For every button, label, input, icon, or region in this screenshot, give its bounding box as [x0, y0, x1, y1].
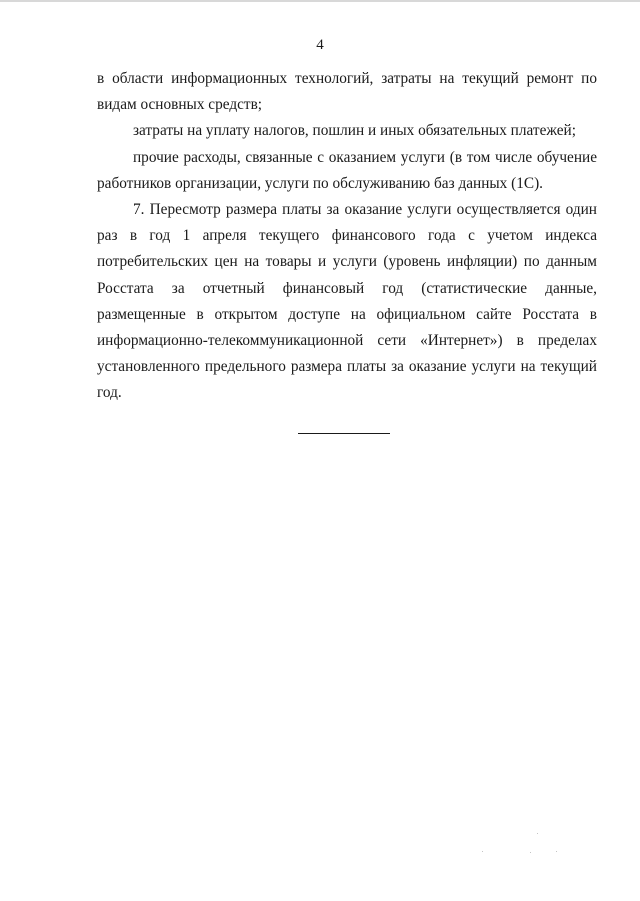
- scan-top-edge: [0, 0, 640, 2]
- end-of-text-rule: [298, 433, 390, 434]
- paragraph-other-costs: прочие расходы, связанные с оказанием услуги (в том числе обучение работников организации, услуги по обслуживанию баз данных (1С).: [97, 148, 597, 192]
- paragraph-it-repair-costs: в области информационных технологий, затраты на текущий ремонт по видам основных средств;: [97, 70, 597, 114]
- scan-speck: [482, 851, 483, 852]
- paragraph-fee-revision: 7. Пересмотр размера платы за оказание услуги осуществляется один раз в год 1 апреля текущего финансового года с учетом индекса потребительских цен на товары и услуги (уровень инфляции) по данным Росстата за отчетный финансовый год (статистические данные, размещенные в открытом доступе на официальном сайте Росстата в информационно-телекоммуникационной сети «Интернет») в пределах установленного предельного размера платы за оказание услуги на текущий год.: [97, 201, 597, 402]
- paragraph-taxes-costs: затраты на уплату налогов, пошлин и иных обязательных платежей;: [133, 122, 576, 140]
- scan-speck: [556, 851, 557, 852]
- page-number: 4: [316, 37, 324, 53]
- scan-speck: [530, 852, 531, 853]
- document-body: [97, 66, 597, 407]
- scan-speck: [537, 833, 538, 834]
